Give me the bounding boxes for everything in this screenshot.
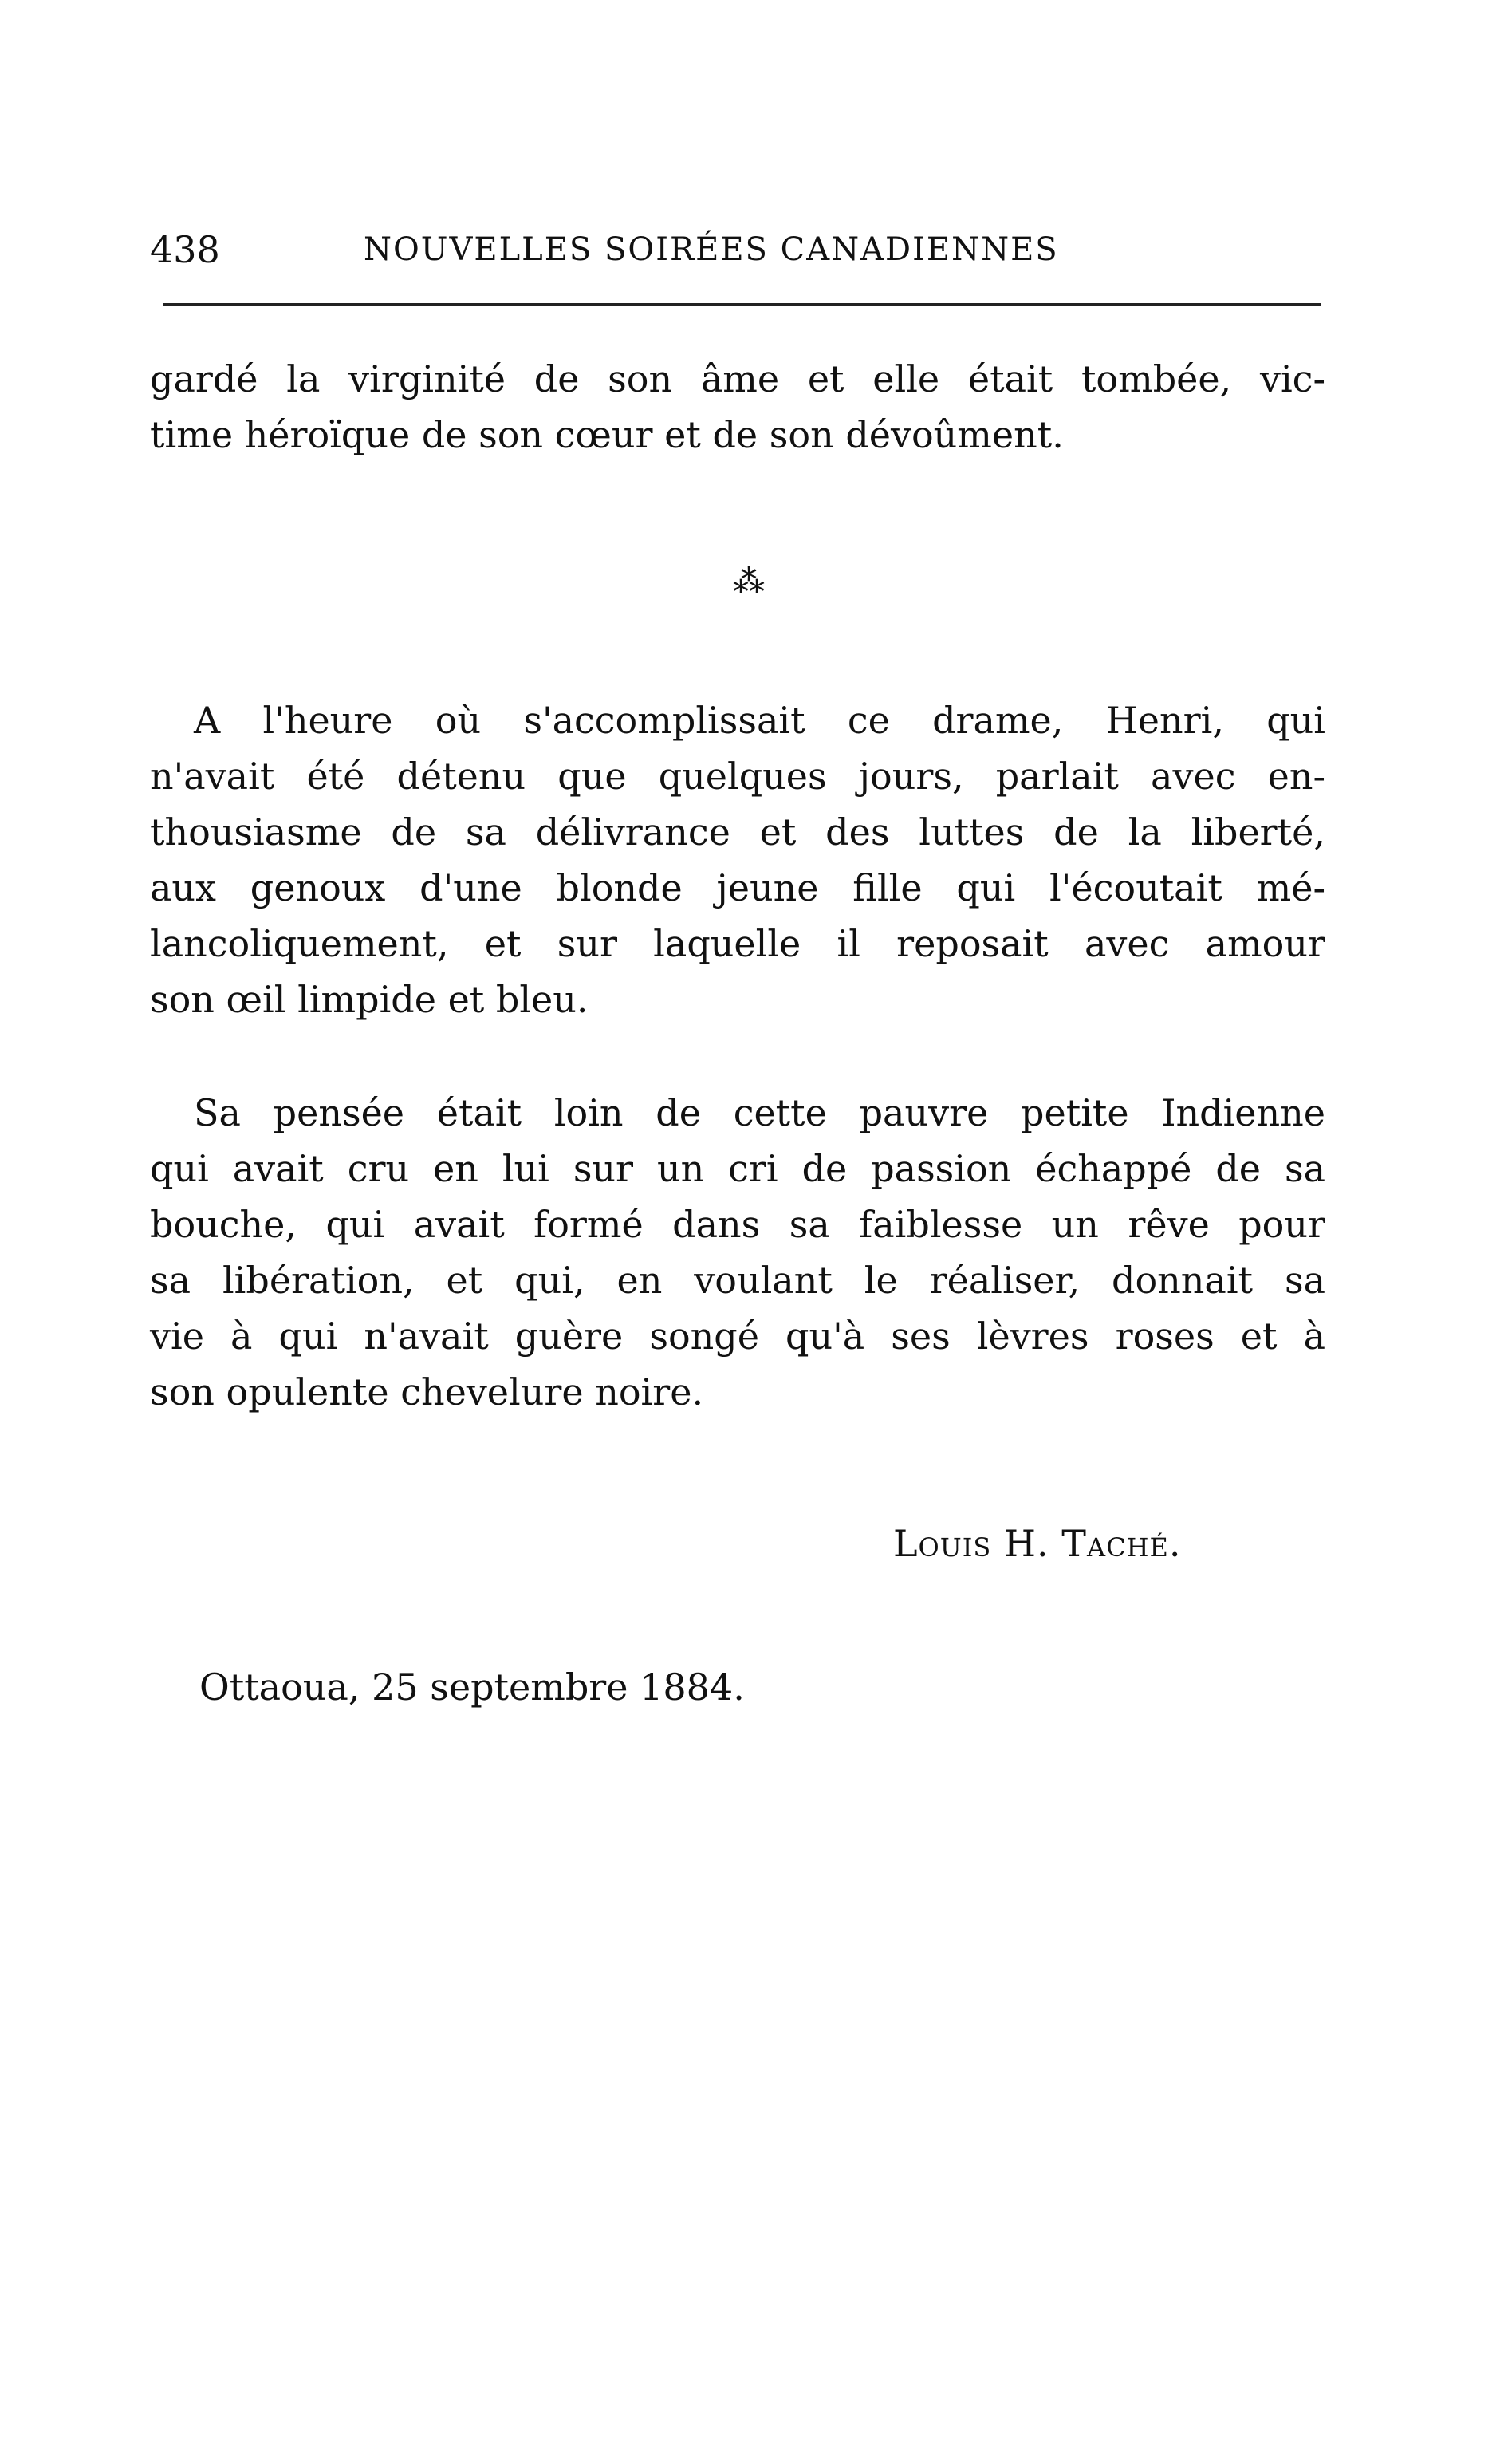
paragraph-2 [150,692,1325,1027]
paragraph-2-line-3: thousiasme de sa délivrance et des luttes de la liberté, [150,810,1325,854]
running-title: NOUVELLES SOIRÉES CANADIENNES [364,231,1059,268]
paragraph-1-line-1: gardé la virginité de son âme et elle était tombée, vic- [150,357,1325,400]
paragraph-3-line-3: bouche, qui avait formé dans sa faiblesse un rêve pour [150,1203,1325,1246]
paragraph-3-line-5: vie à qui n'avait guère songé qu'à ses lèvres roses et à [150,1315,1325,1358]
paragraph-3-line-2: qui avait cru en lui sur un cri de passion échappé de sa [150,1147,1325,1190]
paragraph-1 [150,351,1325,463]
paragraph-2-line-6: son œil limpide et bleu. [150,978,589,1021]
paragraph-2-line-4: aux genoux d'une blonde jeune fille qui l'écoutait mé- [150,866,1325,909]
paragraph-1-line-2: time héroïque de son cœur et de son dévoûment. [150,413,1064,456]
running-head [150,222,1325,278]
paragraph-2-line-1: A l'heure où s'accomplissait ce drame, Henri, qui [194,699,1325,742]
dateline: Ottaoua, 25 septembre 1884. [199,1666,745,1709]
paragraph-2-line-5: lancoliquement, et sur laquelle il reposait avec amour [150,922,1325,965]
paragraph-3-line-4: sa libération, et qui, en voulant le réaliser, donnait sa [150,1259,1325,1302]
paragraph-3-line-1: Sa pensée était loin de cette pauvre petite Indienne [194,1091,1325,1134]
page-number: 438 [150,228,220,271]
section-asterism: ⁂ [733,564,766,601]
header-rule [163,303,1321,306]
paragraph-3-line-6: son opulente chevelure noire. [150,1370,704,1413]
author-signature: Louis H. Taché. [893,1522,1182,1565]
paragraph-3 [150,1085,1325,1420]
paragraph-2-line-2: n'avait été détenu que quelques jours, parlait avec en- [150,755,1325,798]
